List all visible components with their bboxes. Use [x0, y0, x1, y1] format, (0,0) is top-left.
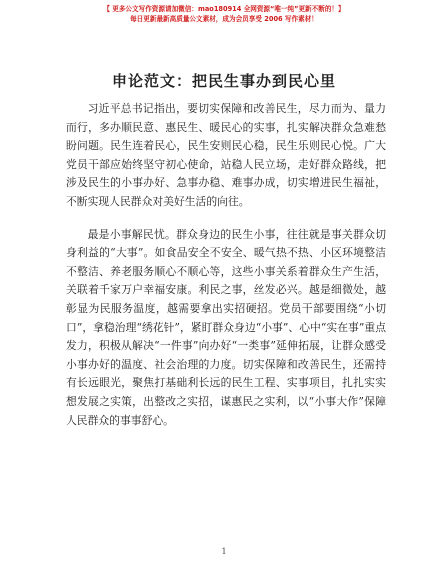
- paragraph-1: 习近平总书记指出，要切实保障和改善民生，尽力而为、量力而行，多办顺民意、惠民生、暖民心的实事，扎实解决群众急难愁盼问题。民生连着民心，民生安则民心稳，民生乐则民心悦。广大党员干部应始终坚守初心使命，站稳人民立场，走好群众路线，把涉及民生的小事办好、急事办稳、难事办成，切实增进民生福祉，不断实现人民群众对美好生活的向往。: [66, 102, 386, 208]
- promo-banner: [0, 4, 448, 24]
- page-number: 1: [221, 547, 227, 556]
- banner-line-2: 每日更新最新高质量公文素材，成为会员享受 2006 写作素材！: [130, 15, 318, 23]
- document-title: 申论范文：把民生事办到民心里: [111, 72, 336, 90]
- paragraph-2: 最是小事解民忧。群众身边的民生小事，往往就是事关群众切身利益的“大事”。如食品安全不安全、暖气热不热、小区环境整洁不整洁、养老服务顺心不顺心等，这些小事关系着群众生产生活，关联着千家万户幸福安康。利民之事，丝发必兴。越是细微处，越彰显为民服务温度，越需要拿出实招硬招。党员干部要围绕“小切口”，拿稳治理“绣花针”，紧盯群众身边“小事”、心中“实在事”重点发力，积极从解决“一件事”向办好“一类事”延伸拓展，让群众感受小事办好的温度、社会治理的力度。切实保障和改善民生，还需持有长远眼光，聚焦打基础利长远的民生工程、实事项目，扎扎实实想发展之实策，出整改之实招，谋惠民之实利，以“小事大作”保障人民群众的事事舒心。: [66, 227, 386, 427]
- banner-line-1: 【 更多公文写作资源请加微信：mao180914 全网资源“唯一纯”更新不断的！】: [103, 5, 345, 13]
- document-body: [66, 100, 386, 430]
